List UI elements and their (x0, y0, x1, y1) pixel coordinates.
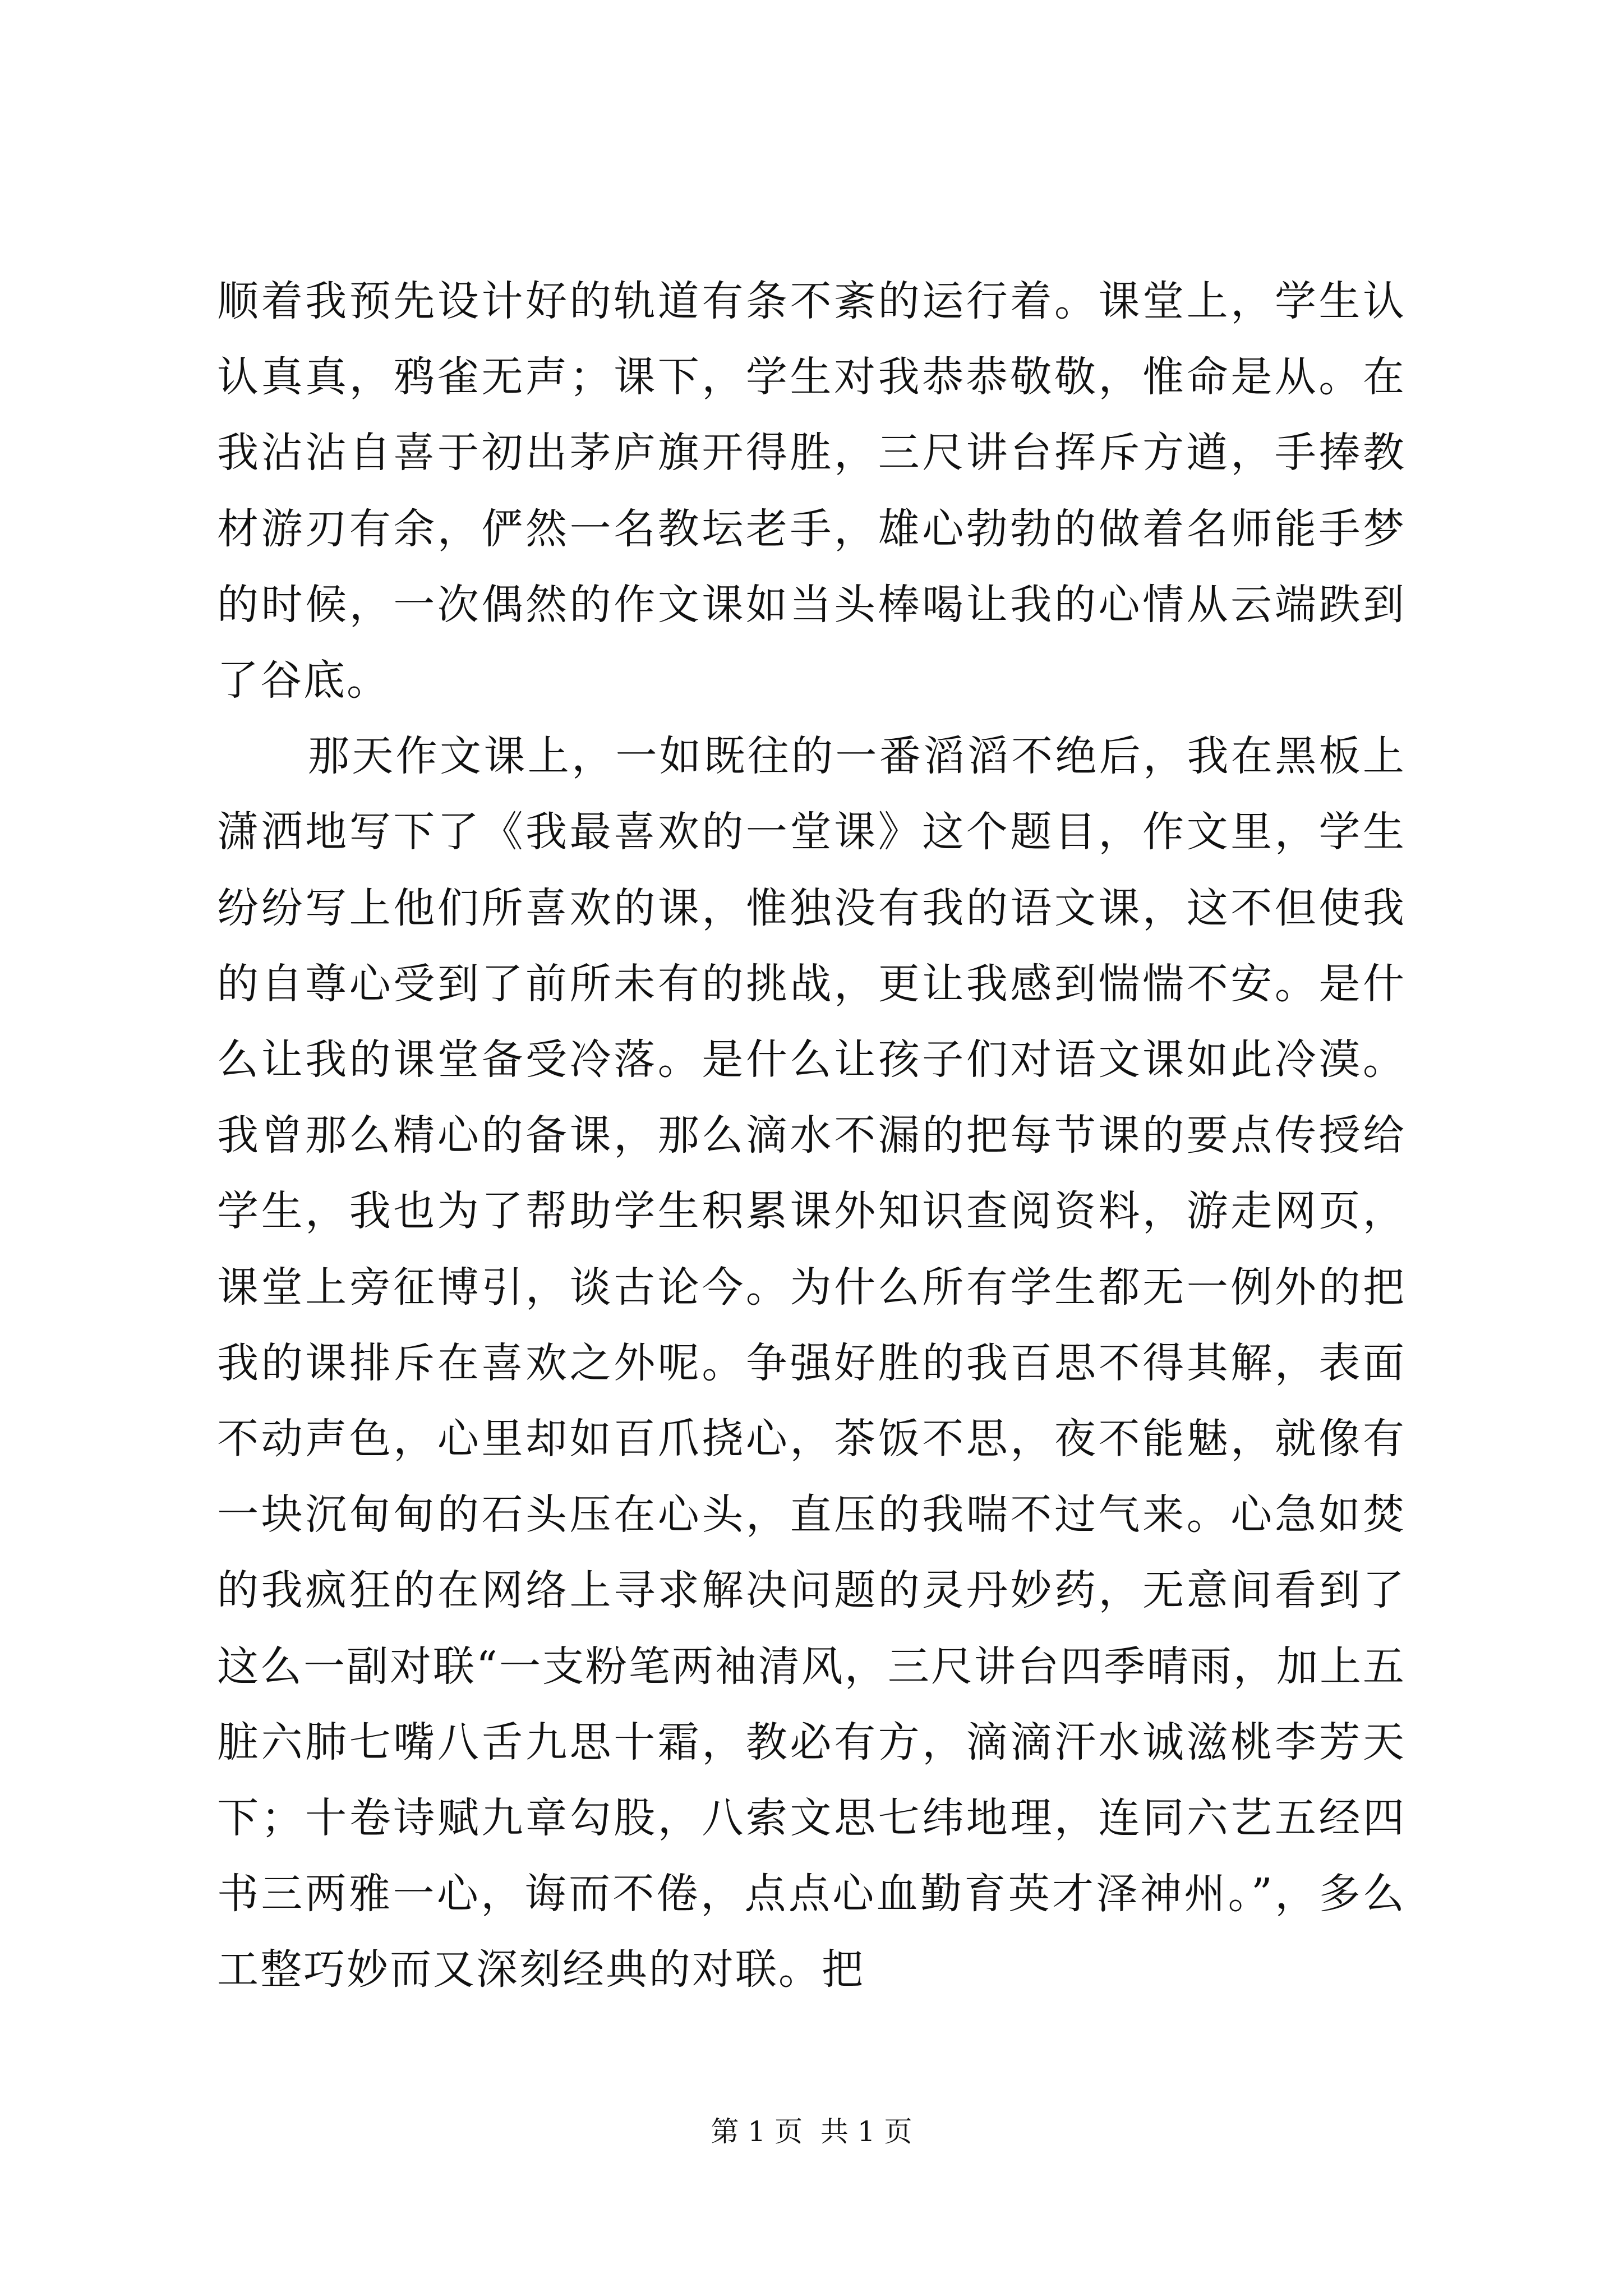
page-number-label: 第 1 页 共 1 页 (711, 2115, 912, 2148)
document-body (217, 264, 1406, 2092)
paragraph-1: 顺着我预先设计好的轨道有条不紊的运行着。课堂上，学生认认真真，鸦雀无声；课下，学生对我恭恭敬敬，惟命是从。在我沾沾自喜于初出茅庐旗开得胜，三尺讲台挥斥方遒，手捧教材游刃有余，俨然一名教坛老手，雄心勃勃的做着名师能手梦的时候，一次偶然的作文课如当头棒喝让我的心情从云端跌到了谷底。 (217, 277, 1406, 705)
page-footer (0, 2109, 1623, 2150)
paragraph-2: 那天作文课上，一如既往的一番滔滔不绝后，我在黑板上潇洒地写下了《我最喜欢的一堂课》这个题目，作文里，学生纷纷写上他们所喜欢的课，惟独没有我的语文课，这不但使我的自尊心受到了前所未有的挑战，更让我感到惴惴不安。是什么让我的课堂备受冷落。是什么让孩子们对语文课如此冷漠。我曾那么精心的备课，那么滴水不漏的把每节课的要点传授给学生，我也为了帮助学生积累课外知识查阅资料，游走网页，课堂上旁征博引，谈古论今。为什么所有学生都无一例外的把我的课排斥在喜欢之外呢。争强好胜的我百思不得其解，表面不动声色，心里却如百爪挠心，茶饭不思，夜不能魅，就像有一块沉甸甸的石头压在心头，直压的我喘不过气来。心急如焚的我疯狂的在网络上寻求解决问题的灵丹妙药，无意间看到了这么一副对联“一支粉笔两袖清风，三尺讲台四季晴雨，加上五脏六肺七嘴八舌九思十霜，教必有方，滴滴汗水诚滋桃李芳天下；十卷诗赋九章勾股，八索文思七纬地理，连同六艺五经四书三两雅一心，诲而不倦，点点心血勤育英才泽神州。”，多么工整巧妙而又深刻经典的对联。把 (217, 732, 1406, 1994)
